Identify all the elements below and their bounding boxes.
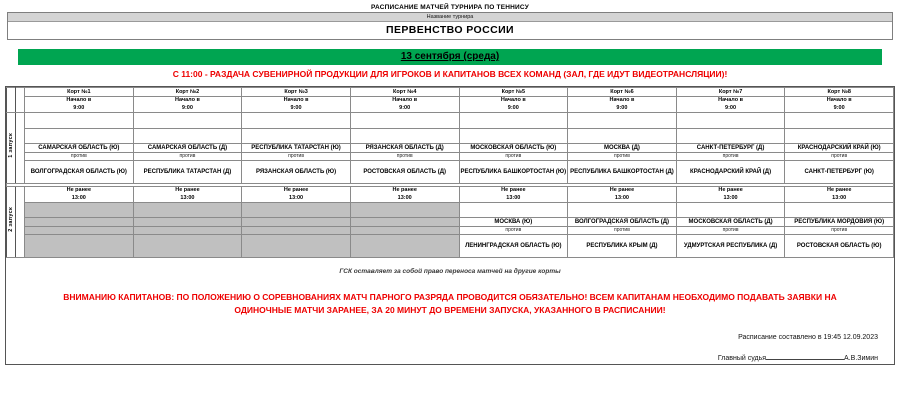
rail-corner — [7, 88, 16, 113]
round-1-versus-court-7: против — [676, 153, 785, 161]
court-header-4: Корт №4 — [350, 88, 459, 97]
round-label: 2 запуск — [8, 207, 14, 232]
date-banner-text: 13 сентября (среда) — [400, 51, 500, 62]
round-1-time-court-6 — [568, 113, 677, 129]
round-1-team1-court-2: САМАРСКАЯ ОБЛАСТЬ (Д) — [133, 144, 242, 153]
round-team2-row — [7, 235, 894, 258]
round-1-team1-court-1: САМАРСКАЯ ОБЛАСТЬ (Ю) — [25, 144, 134, 153]
tournament-name-label: Название турнира — [8, 13, 892, 22]
referee-name: А.В.Зимин — [844, 355, 878, 362]
court-start-7: Начало в 9:00 — [676, 97, 785, 113]
document-header-title: РАСПИСАНИЕ МАТЧЕЙ ТУРНИРА ПО ТЕННИСУ — [371, 4, 529, 11]
round-2-versus-court-4 — [350, 227, 459, 235]
court-start-6: Начало в 9:00 — [568, 97, 677, 113]
round-1-team1-court-5: МОСКОВСКАЯ ОБЛАСТЬ (Ю) — [459, 144, 568, 153]
round-pad-top-row — [7, 129, 894, 144]
round-1-time-court-3 — [242, 113, 351, 129]
footer-box — [5, 258, 895, 365]
round-2-time-court-4: Не ранее 13:00 — [350, 187, 459, 203]
court-start-8: Начало в 9:00 — [785, 97, 894, 113]
round-2-pad-top-court-6 — [568, 203, 677, 218]
referee-label: Главный судья — [717, 355, 767, 362]
round-1-team1-court-7: САНКТ-ПЕТЕРБУРГ (Д) — [676, 144, 785, 153]
court-header-1: Корт №1 — [25, 88, 134, 97]
round-2-team1-court-5: МОСКВА (Ю) — [459, 218, 568, 227]
round-1-team1-court-4: РЯЗАНСКАЯ ОБЛАСТЬ (Д) — [350, 144, 459, 153]
spacer-corner — [16, 88, 25, 113]
round-1-versus-court-8: против — [785, 153, 894, 161]
round-2-team2-court-7: УДМУРТСКАЯ РЕСПУБЛИКА (Д) — [676, 235, 785, 258]
round-2-team1-court-6: ВОЛГОГРАДСКАЯ ОБЛАСТЬ (Д) — [568, 218, 677, 227]
souvenir-notice: С 11:00 - РАЗДАЧА СУВЕНИРНОЙ ПРОДУКЦИИ ДЛЯ ИГРОКОВ И КАПИТАНОВ ВСЕХ КОМАНД (ЗАЛ, ГДЕ ИДУТ ВИДЕОТРАНСЛЯЦИИ)! — [172, 69, 728, 79]
round-2-team2-court-3 — [242, 235, 351, 258]
court-start-2: Начало в 9:00 — [133, 97, 242, 113]
round-1-time-court-2 — [133, 113, 242, 129]
round-1-versus-court-6: против — [568, 153, 677, 161]
round-time-row — [7, 187, 894, 203]
round-2-pad-top-court-5 — [459, 203, 568, 218]
made-at-text: Расписание составлено в 19:45 12.09.2023 — [738, 334, 878, 341]
round-1-pad-top-court-2 — [133, 129, 242, 144]
round-2-versus-court-1 — [25, 227, 134, 235]
round-2-time-court-1: Не ранее 13:00 — [25, 187, 134, 203]
round-spacer — [16, 187, 25, 258]
court-header-7: Корт №7 — [676, 88, 785, 97]
round-2-team1-court-2 — [133, 218, 242, 227]
round-2-team2-court-6: РЕСПУБЛИКА КРЫМ (Д) — [568, 235, 677, 258]
round-1-pad-top-court-7 — [676, 129, 785, 144]
round-1-team2-court-5: РЕСПУБЛИКА БАШКОРТОСТАН (Ю) — [459, 161, 568, 184]
round-1-versus-court-1: против — [25, 153, 134, 161]
round-1-team2-court-2: РЕСПУБЛИКА ТАТАРСТАН (Д) — [133, 161, 242, 184]
round-2-team2-court-4 — [350, 235, 459, 258]
date-banner — [18, 49, 882, 65]
court-name-row — [7, 88, 894, 97]
round-2-team1-court-3 — [242, 218, 351, 227]
round-1-time-court-5 — [459, 113, 568, 129]
gsk-note: ГСК оставляет за собой право переноса матчей на другие корты — [339, 268, 561, 275]
round-1-team2-court-4: РОСТОВСКАЯ ОБЛАСТЬ (Д) — [350, 161, 459, 184]
round-1-pad-top-court-3 — [242, 129, 351, 144]
round-1-team2-court-8: САНКТ-ПЕТЕРБУРГ (Ю) — [785, 161, 894, 184]
round-2-versus-court-8: против — [785, 227, 894, 235]
court-start-3: Начало в 9:00 — [242, 97, 351, 113]
round-1-team1-court-6: МОСКВА (Д) — [568, 144, 677, 153]
round-1-team2-court-3: РЯЗАНСКАЯ ОБЛАСТЬ (Ю) — [242, 161, 351, 184]
round-1-pad-top-court-8 — [785, 129, 894, 144]
round-2-pad-top-court-3 — [242, 203, 351, 218]
round-2-pad-top-court-1 — [25, 203, 134, 218]
round-versus-row — [7, 153, 894, 161]
round-1-time-court-7 — [676, 113, 785, 129]
round-2-versus-court-3 — [242, 227, 351, 235]
round-2-time-court-3: Не ранее 13:00 — [242, 187, 351, 203]
round-2-pad-top-court-2 — [133, 203, 242, 218]
court-header-5: Корт №5 — [459, 88, 568, 97]
round-1-team1-court-3: РЕСПУБЛИКА ТАТАРСТАН (Ю) — [242, 144, 351, 153]
court-start-row — [7, 97, 894, 113]
round-1-time-court-1 — [25, 113, 134, 129]
round-2-time-court-8: Не ранее 13:00 — [785, 187, 894, 203]
round-1-time-court-8 — [785, 113, 894, 129]
round-2-pad-top-court-4 — [350, 203, 459, 218]
round-1-versus-court-5: против — [459, 153, 568, 161]
schedule-table-wrapper — [5, 86, 895, 258]
round-rail — [7, 187, 16, 258]
round-1-team2-court-1: ВОЛГОГРАДСКАЯ ОБЛАСТЬ (Ю) — [25, 161, 134, 184]
round-versus-row — [7, 227, 894, 235]
round-2-versus-court-6: против — [568, 227, 677, 235]
court-start-4: Начало в 9:00 — [350, 97, 459, 113]
round-2-team1-court-1 — [25, 218, 134, 227]
round-1-versus-court-3: против — [242, 153, 351, 161]
round-2-versus-court-5: против — [459, 227, 568, 235]
captains-notice — [6, 277, 894, 317]
round-2-pad-top-court-8 — [785, 203, 894, 218]
round-team2-row — [7, 161, 894, 184]
captains-notice-line1: ВНИМАНИЮ КАПИТАНОВ: ПО ПОЛОЖЕНИЮ О СОРЕВНОВАНИЯХ МАТЧ ПАРНОГО РАЗРЯДА ПРОВОДИТСЯ ОБЯЗАТЕЛЬНО! ВСЕМ КАПИТАНАМ НЕОБХОДИМО ПОДАВАТЬ ЗАЯВКИ НА — [63, 292, 837, 302]
round-2-pad-top-court-7 — [676, 203, 785, 218]
round-2-time-court-2: Не ранее 13:00 — [133, 187, 242, 203]
round-1-pad-top-court-6 — [568, 129, 677, 144]
round-1-pad-top-court-4 — [350, 129, 459, 144]
court-header-2: Корт №2 — [133, 88, 242, 97]
court-header-8: Корт №8 — [785, 88, 894, 97]
round-1-team2-court-6: РЕСПУБЛИКА БАШКОРТОСТАН (Д) — [568, 161, 677, 184]
round-2-team2-court-1 — [25, 235, 134, 258]
round-2-time-court-5: Не ранее 13:00 — [459, 187, 568, 203]
round-2-team2-court-8: РОСТОВСКАЯ ОБЛАСТЬ (Ю) — [785, 235, 894, 258]
referee-signature-row — [6, 343, 894, 364]
round-1-team2-court-7: КРАСНОДАРСКИЙ КРАЙ (Д) — [676, 161, 785, 184]
round-1-versus-court-2: против — [133, 153, 242, 161]
round-2-versus-court-2 — [133, 227, 242, 235]
tournament-title-box — [7, 12, 893, 22]
round-2-team2-court-2 — [133, 235, 242, 258]
round-1-pad-top-court-5 — [459, 129, 568, 144]
court-header-6: Корт №6 — [568, 88, 677, 97]
tournament-name-value: ПЕРВЕНСТВО РОССИИ — [7, 22, 893, 40]
round-time-row — [7, 113, 894, 129]
round-team1-row — [7, 144, 894, 153]
round-rail — [7, 113, 16, 184]
round-1-versus-court-4: против — [350, 153, 459, 161]
round-2-time-court-6: Не ранее 13:00 — [568, 187, 677, 203]
round-2-team1-court-7: МОСКОВСКАЯ ОБЛАСТЬ (Д) — [676, 218, 785, 227]
court-start-5: Начало в 9:00 — [459, 97, 568, 113]
court-header-3: Корт №3 — [242, 88, 351, 97]
round-pad-top-row — [7, 203, 894, 218]
round-2-team2-court-5: ЛЕНИНГРАДСКАЯ ОБЛАСТЬ (Ю) — [459, 235, 568, 258]
round-team1-row — [7, 218, 894, 227]
round-2-time-court-7: Не ранее 13:00 — [676, 187, 785, 203]
round-2-team1-court-8: РЕСПУБЛИКА МОРДОВИЯ (Ю) — [785, 218, 894, 227]
round-1-pad-top-court-1 — [25, 129, 134, 144]
round-label: 1 запуск — [8, 133, 14, 158]
schedule-table — [6, 87, 894, 258]
round-1-time-court-4 — [350, 113, 459, 129]
round-2-team1-court-4 — [350, 218, 459, 227]
signature-line — [766, 352, 844, 360]
round-spacer — [16, 113, 25, 184]
captains-notice-line2: ОДИНОЧНЫЕ МАТЧИ ЗАРАНЕЕ, ЗА 20 МИНУТ ДО ВРЕМЕНИ ЗАПУСКА, УКАЗАННОГО В РАСПИСАНИИ! — [234, 305, 666, 315]
round-2-versus-court-7: против — [676, 227, 785, 235]
round-1-team1-court-8: КРАСНОДАРСКИЙ КРАЙ (Ю) — [785, 144, 894, 153]
court-start-1: Начало в 9:00 — [25, 97, 134, 113]
